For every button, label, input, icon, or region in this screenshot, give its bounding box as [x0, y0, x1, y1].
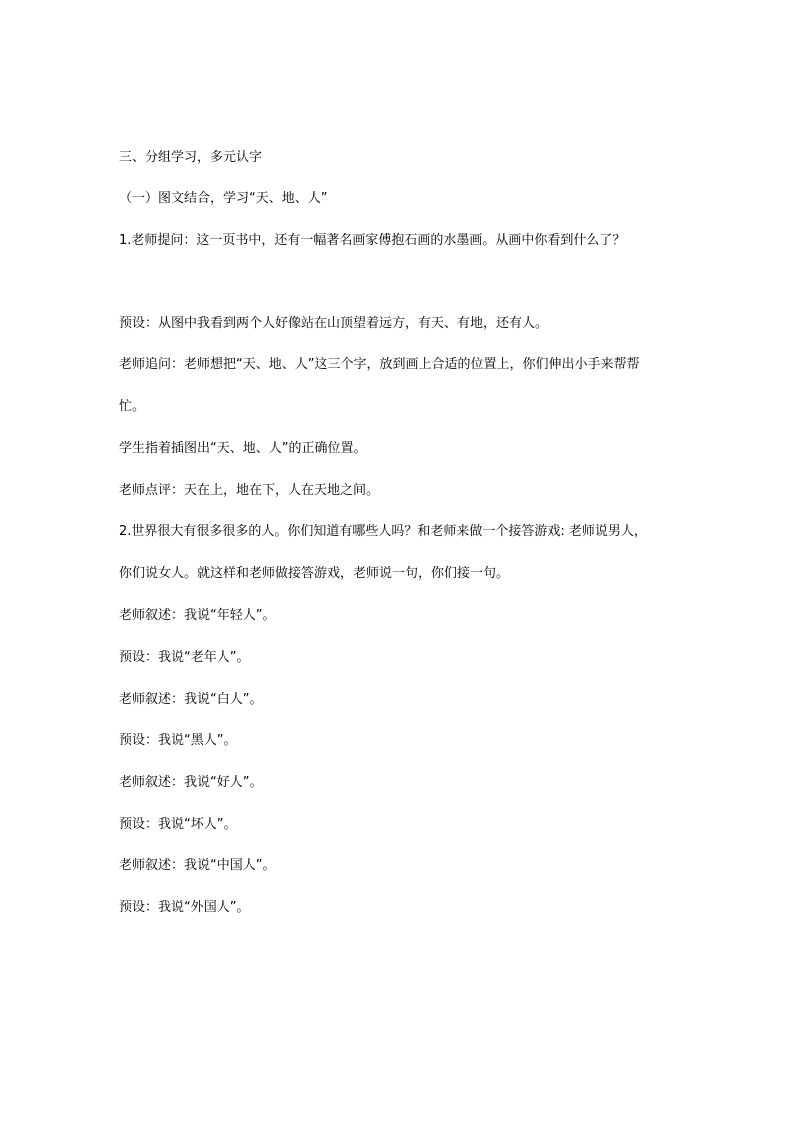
dialogue-line: 预设：我说“老年人”。: [119, 650, 250, 665]
subsection-heading: （一）图文结合，学习“天、地、人”: [119, 191, 328, 206]
dialogue-line: 老师叙述：我说“年轻人”。: [119, 608, 276, 623]
dialogue-line: 老师叙述：我说“中国人”。: [119, 858, 276, 873]
paragraph-line: 老师追问：老师想把“天、地、人”这三个字，放到画上合适的位置上，你们伸出小手来帮帮: [119, 357, 640, 372]
paragraph-line: 学生指着插图出“天、地、人”的正确位置。: [119, 441, 367, 456]
dialogue-line: 老师叙述：我说“白人”。: [119, 692, 263, 707]
paragraph-line: 忙。: [119, 399, 146, 414]
section-heading: 三、分组学习，多元认字: [119, 150, 263, 165]
dialogue-line: 预设：我说“坏人”。: [119, 817, 237, 832]
dialogue-line: 老师叙述：我说“好人”。: [119, 775, 263, 790]
paragraph-line: 1.老师提问：这一页书中，还有一幅著名画家傅抱石画的水墨画。从画中你看到什么了？: [119, 233, 626, 248]
paragraph-line: 你们说女人。就这样和老师做接答游戏，老师说一句，你们接一句。: [119, 566, 510, 581]
paragraph-line: 老师点评：天在上，地在下，人在天地之间。: [119, 483, 380, 498]
paragraph-line: 2.世界很大有很多很多的人。你们知道有哪些人吗？和老师来做一个接答游戏: 老师说男人，: [119, 524, 647, 539]
dialogue-line: 预设：我说“外国人”。: [119, 900, 250, 915]
dialogue-line: 预设：我说“黑人”。: [119, 733, 237, 748]
paragraph-line: 预设：从图中我看到两个人好像站在山顶望着远方，有天、有地，还有人。: [119, 316, 549, 331]
